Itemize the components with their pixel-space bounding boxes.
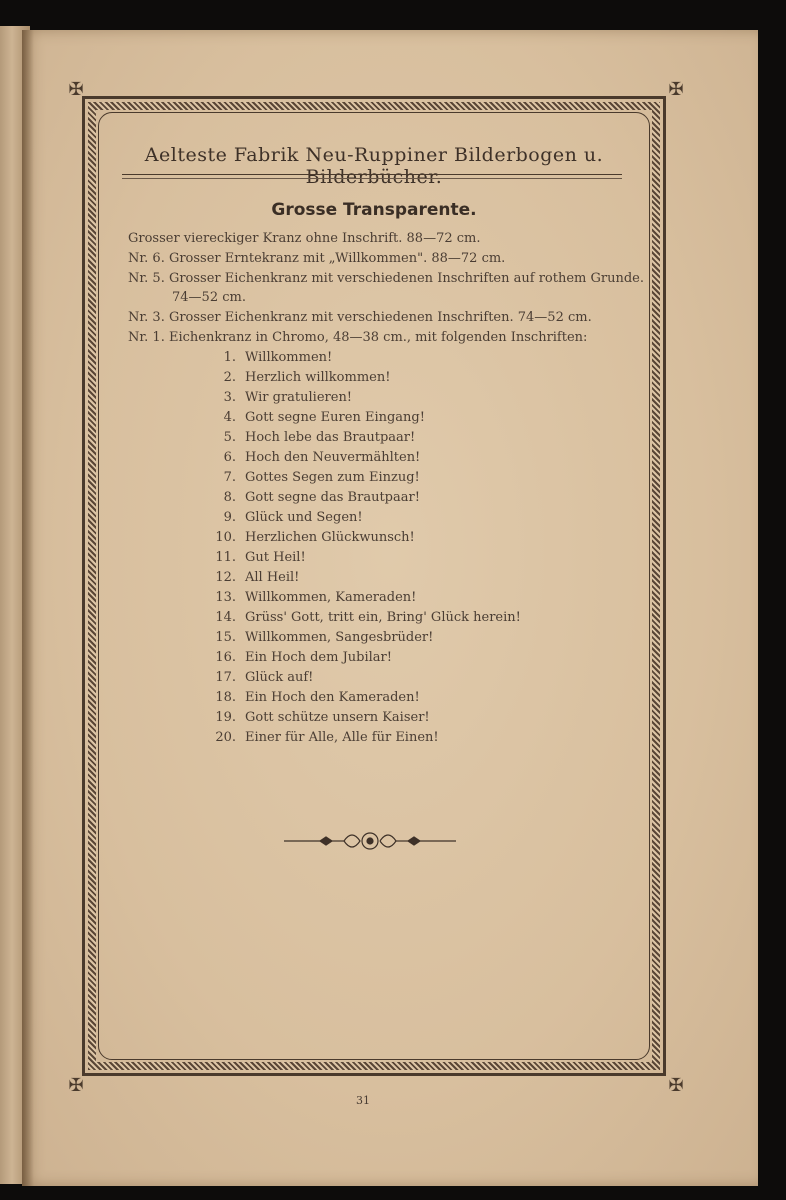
corner-ornament-bottom-left-icon: ✠ xyxy=(68,1075,84,1096)
inscription-text: Herzlichen Glückwunsch! xyxy=(245,530,415,545)
inscription-number: 15. xyxy=(215,630,236,645)
product-line: Grosser viereckiger Kranz ohne Inschrift. 88—72 cm. xyxy=(128,231,481,246)
inscription-text: Willkommen! xyxy=(245,350,333,365)
inscription-text: All Heil! xyxy=(245,570,300,585)
inscription-text: Gott segne Euren Eingang! xyxy=(245,410,425,425)
inscription-number: 6. xyxy=(223,450,236,465)
corner-ornament-top-left-icon: ✠ xyxy=(68,79,84,100)
inscription-text: Einer für Alle, Alle für Einen! xyxy=(245,730,439,745)
inscription-number: 17. xyxy=(215,670,236,685)
inscription-number: 3. xyxy=(223,390,236,405)
header-rule xyxy=(122,174,622,175)
corner-ornament-bottom-right-icon: ✠ xyxy=(668,1075,684,1096)
inscription-text: Glück und Segen! xyxy=(245,510,363,525)
inscription-text: Willkommen, Sangesbrüder! xyxy=(245,630,434,645)
inscription-text: Gott segne das Brautpaar! xyxy=(245,490,420,505)
inscription-number: 2. xyxy=(223,370,236,385)
inscription-text: Glück auf! xyxy=(245,670,314,685)
page-header-title: Aelteste Fabrik Neu-Ruppiner Bilderbogen u. Bilderbücher. xyxy=(144,144,604,188)
product-line: Nr. 3. Grosser Eichenkranz mit verschiedenen Inschriften. 74—52 cm. xyxy=(128,310,592,325)
inscription-number: 1. xyxy=(223,350,236,365)
inscription-number: 14. xyxy=(215,610,236,625)
product-line: Nr. 6. Grosser Erntekranz mit „Willkommen". 88—72 cm. xyxy=(128,251,506,266)
inscription-number: 5. xyxy=(223,430,236,445)
inscription-number: 10. xyxy=(215,530,236,545)
inscription-text: Gottes Segen zum Einzug! xyxy=(245,470,420,485)
inscription-number: 4. xyxy=(223,410,236,425)
inscription-text: Herzlich willkommen! xyxy=(245,370,391,385)
inscription-number: 16. xyxy=(215,650,236,665)
page-gutter-shadow xyxy=(22,30,34,1186)
inscription-text: Ein Hoch den Kameraden! xyxy=(245,690,420,705)
inscription-text: Grüss' Gott, tritt ein, Bring' Glück herein! xyxy=(245,610,521,625)
product-line: Nr. 1. Eichenkranz in Chromo, 48—38 cm., mit folgenden Inschriften: xyxy=(128,330,588,345)
inscription-text: Gut Heil! xyxy=(245,550,306,565)
inscription-number: 9. xyxy=(223,510,236,525)
inscription-text: Wir gratulieren! xyxy=(245,390,353,405)
corner-ornament-top-right-icon: ✠ xyxy=(668,79,684,100)
page-number: 31 xyxy=(356,1094,370,1107)
inscription-text: Hoch den Neuvermählten! xyxy=(245,450,421,465)
inscription-number: 20. xyxy=(215,730,236,745)
inscription-number: 12. xyxy=(215,570,236,585)
inscription-number: 8. xyxy=(223,490,236,505)
inscription-text: Ein Hoch dem Jubilar! xyxy=(245,650,392,665)
inscription-text: Willkommen, Kameraden! xyxy=(245,590,417,605)
inscription-number: 19. xyxy=(215,710,236,725)
inscription-text: Hoch lebe das Brautpaar! xyxy=(245,430,416,445)
product-line: Nr. 5. Grosser Eichenkranz mit verschiedenen Inschriften auf rothem Grunde. xyxy=(128,271,644,286)
inscription-number: 13. xyxy=(215,590,236,605)
inscription-number: 18. xyxy=(215,690,236,705)
inscription-text: Gott schütze unsern Kaiser! xyxy=(245,710,430,725)
header-rule-thin xyxy=(122,178,622,179)
product-line-continuation: 74—52 cm. xyxy=(172,290,246,305)
inscription-number: 7. xyxy=(223,470,236,485)
inscription-number: 11. xyxy=(215,550,236,565)
section-title: Grosse Transparente. xyxy=(271,200,477,220)
decorative-flourish-icon xyxy=(280,826,460,856)
